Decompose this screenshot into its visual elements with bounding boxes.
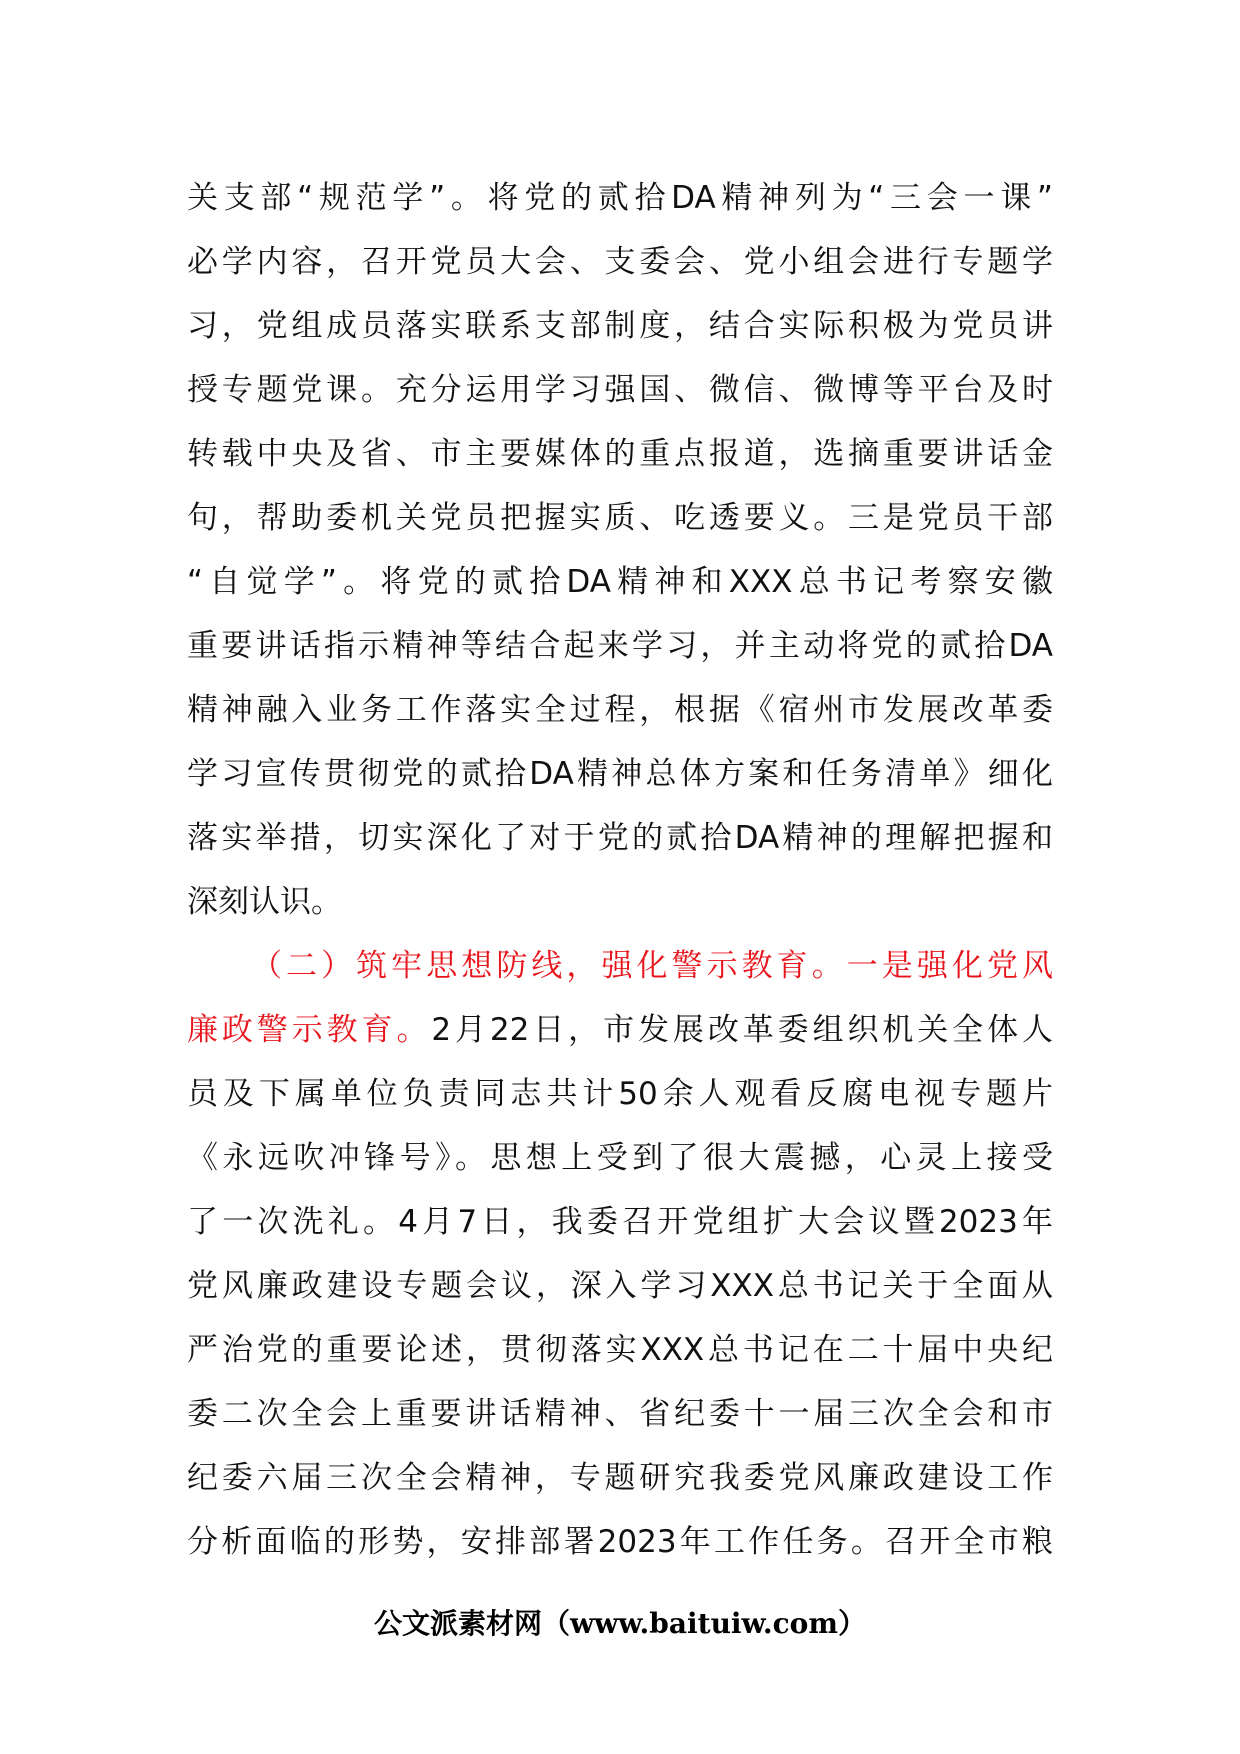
text-line-2: 必学内容，召开党员大会、支委会、党小组会进行专题学 [187,244,1053,280]
text-line-4: 授专题党课。充分运用学习强国、微信、微博等平台及时 [187,372,1053,408]
text-line-21: 纪委六届三次全会精神，专题研究我委党风廉政建设工作 [187,1460,1053,1496]
section-heading-line: （二）筑牢思想防线，强化警示教育。一是强化党风 [251,948,1053,984]
text-line-16: 《永远吹冲锋号》。思想上受到了很大震撼，心灵上接受 [187,1140,1053,1176]
text-line-14-body: 2月22日，市发展改革委组织机关全体人 [431,1012,1054,1048]
text-line-15: 员及下属单位负责同志共计50余人观看反腐电视专题片 [187,1076,1053,1112]
text-line-18: 党风廉政建设专题会议，深入学习XXX总书记关于全面从 [187,1268,1053,1304]
text-line-11: 落实举措，切实深化了对于党的贰拾DA精神的理解把握和 [187,820,1053,856]
text-line-19: 严治党的重要论述，贯彻落实XXX总书记在二十届中央纪 [187,1332,1053,1368]
text-line-12: 深刻认识。 [187,884,342,920]
body-text [187,166,1053,1574]
text-line-9: 精神融入业务工作落实全过程，根据《宿州市发展改革委 [187,692,1053,728]
text-line-1: 关支部“规范学”。将党的贰拾DA精神列为“三会一课” [187,180,1053,216]
text-line-5: 转载中央及省、市主要媒体的重点报道，选摘重要讲话金 [187,436,1053,472]
text-line-14 [187,998,1053,1062]
footer-watermark: 公文派素材网（www.baituiw.com） [374,1607,866,1640]
text-line-22: 分析面临的形势，安排部署2023年工作任务。召开全市粮 [187,1524,1053,1560]
section-heading-continuation: 廉政警示教育。 [187,1012,432,1048]
text-line-17: 了一次洗礼。4月7日，我委召开党组扩大会议暨2023年 [187,1204,1053,1240]
text-line-10: 学习宣传贯彻党的贰拾DA精神总体方案和任务清单》细化 [187,756,1053,792]
text-line-20: 委二次全会上重要讲话精神、省纪委十一届三次全会和市 [187,1396,1053,1432]
text-line-8: 重要讲话指示精神等结合起来学习，并主动将党的贰拾DA [187,628,1053,664]
text-line-3: 习，党组成员落实联系支部制度，结合实际积极为党员讲 [187,308,1053,344]
text-line-6: 句，帮助委机关党员把握实质、吃透要义。三是党员干部 [187,500,1053,536]
text-line-7: “自觉学”。将党的贰拾DA精神和XXX总书记考察安徽 [187,564,1053,600]
